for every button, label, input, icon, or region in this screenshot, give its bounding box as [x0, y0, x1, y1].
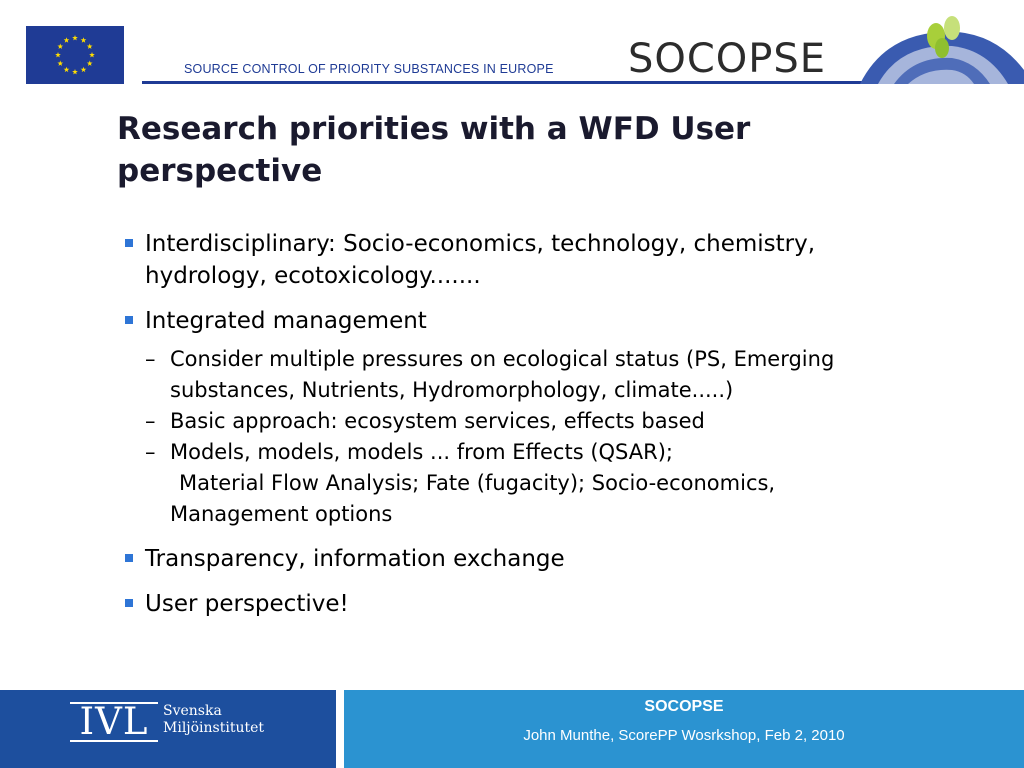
eu-star-icon [55, 52, 61, 57]
bullet-text: Interdisciplinary: Socio-economics, technology, chemistry, hydrology, ecotoxicology....... [145, 231, 816, 289]
ivl-org-name [163, 703, 264, 737]
eu-star-icon [64, 67, 70, 72]
bullet-item [122, 305, 902, 337]
socopse-wordmark: SOCOPSE [628, 36, 827, 82]
dash-icon: – [145, 409, 156, 433]
eu-stars-icon [26, 26, 124, 84]
header-subtitle: SOURCE CONTROL OF PRIORITY SUBSTANCES IN EUROPE [184, 62, 554, 76]
eu-star-icon [72, 69, 78, 74]
slide-title: Research priorities with a WFD User perspective [117, 111, 751, 189]
sub-bullet-item [122, 344, 902, 406]
eu-star-icon [72, 35, 78, 40]
eu-star-icon [57, 44, 63, 49]
bullet-text: Integrated management [145, 308, 427, 334]
eu-star-icon [81, 67, 87, 72]
sub-bullet-item [122, 437, 902, 530]
sub-bullet-text: Consider multiple pressures on ecological status (PS, Emerging substances, Nutrients, Hydromorphology, climate.....) [170, 347, 835, 402]
footer-title: SOCOPSE [644, 698, 724, 715]
sub-bullet-item [122, 406, 902, 437]
eu-star-icon [57, 61, 63, 66]
footer-subtitle: John Munthe, ScorePP Wosrkshop, Feb 2, 2010 [523, 727, 845, 744]
eu-star-icon [87, 61, 93, 66]
dash-icon: – [145, 440, 156, 464]
ivl-org-name-line1: Svenska [163, 703, 222, 719]
ivl-logo: IVL [70, 702, 158, 742]
sub-bullet-text: Models, models, models ... from Effects (QSAR); [170, 440, 673, 464]
bullet-square-icon [125, 554, 133, 562]
bullet-item [122, 588, 902, 620]
sub-bullet-text: Basic approach: ecosystem services, effects based [170, 409, 705, 433]
eu-star-icon [87, 44, 93, 49]
socopse-logo-icon [848, 10, 1024, 84]
slide-content [122, 228, 902, 633]
eu-star-icon [89, 52, 95, 57]
bullet-item [122, 543, 902, 575]
bullet-text: Transparency, information exchange [145, 546, 565, 572]
sub-bullet-text-continued: Material Flow Analysis; Fate (fugacity); Socio-economics, Management options [170, 471, 776, 526]
bullet-square-icon [125, 316, 133, 324]
bullet-square-icon [125, 599, 133, 607]
bullet-square-icon [125, 239, 133, 247]
bullet-item [122, 228, 902, 292]
ivl-org-name-line2: Miljöinstitutet [163, 720, 265, 736]
dash-icon: – [145, 347, 156, 371]
eu-star-icon [64, 37, 70, 42]
eu-flag-icon [26, 26, 124, 84]
footer-divider [336, 690, 344, 768]
eu-star-icon [81, 37, 87, 42]
bullet-text: User perspective! [145, 591, 349, 617]
